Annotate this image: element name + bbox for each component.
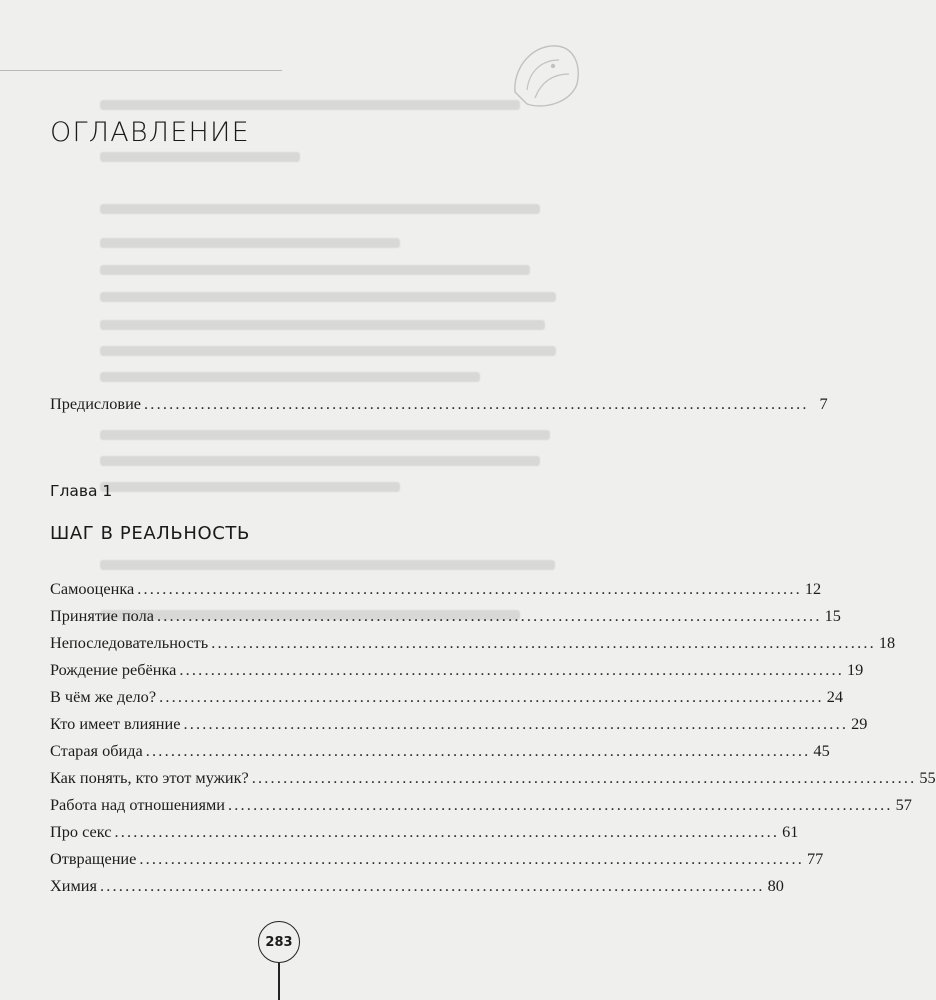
- leader-dots: ..........................................................................................................: [114, 822, 780, 841]
- toc-page-number: 15: [824, 606, 841, 625]
- leader-dots: ..........................................................................................................: [144, 394, 809, 413]
- ornament-icon: [505, 32, 579, 112]
- leader-dots: ..........................................................................................................: [159, 687, 824, 706]
- folio-line: [278, 963, 280, 1000]
- toc-entry[interactable]: [50, 711, 868, 737]
- toc-entry[interactable]: [50, 846, 824, 872]
- toc-entry-label: Предисловие: [50, 394, 142, 413]
- chapter-label: Глава 1: [50, 482, 113, 500]
- toc-entry-label: Старая обида: [50, 741, 143, 760]
- leader-dots: ..........................................................................................................: [145, 741, 811, 760]
- toc-page-number: 77: [807, 849, 824, 868]
- toc-entry-label: Непоследовательность: [50, 633, 209, 652]
- toc-entry[interactable]: [50, 873, 784, 899]
- page-number-badge: [258, 921, 300, 963]
- toc-entry-label: Про секс: [50, 822, 112, 841]
- toc-entry[interactable]: [50, 792, 912, 818]
- toc-page-number: 18: [878, 633, 896, 652]
- toc-entry-label: Химия: [50, 876, 97, 895]
- leader-dots: ..........................................................................................................: [137, 579, 802, 598]
- toc-entry-preface[interactable]: [50, 391, 828, 417]
- toc-page-number: 80: [767, 876, 784, 895]
- toc-entry-label: Как понять, кто этот мужик?: [50, 768, 249, 787]
- toc-entry-label: Кто имеет влияние: [50, 714, 181, 733]
- toc-page-number: 19: [847, 660, 864, 679]
- toc-entry[interactable]: [50, 630, 896, 656]
- toc-entry[interactable]: [50, 738, 830, 764]
- toc-page-number: 7: [819, 394, 828, 413]
- toc-page-number: 55: [919, 768, 936, 787]
- leader-dots: ..........................................................................................................: [99, 876, 765, 895]
- leader-dots: ..........................................................................................................: [139, 849, 804, 868]
- toc-entry[interactable]: [50, 819, 799, 845]
- leader-dots: ..........................................................................................................: [183, 714, 849, 733]
- toc-entry-label: В чём же дело?: [50, 687, 157, 706]
- chapter-title: ШАГ В РЕАЛЬНОСТЬ: [50, 523, 250, 544]
- toc-page-number: 61: [782, 822, 799, 841]
- page-number: 283: [265, 934, 293, 950]
- toc-page-number: 24: [826, 687, 843, 706]
- toc-entry[interactable]: [50, 765, 936, 791]
- toc-entry[interactable]: [50, 657, 864, 683]
- toc-page-number: 29: [851, 714, 868, 733]
- toc-entry-label: Рождение ребёнка: [50, 660, 177, 679]
- leader-dots: ..........................................................................................................: [227, 795, 893, 814]
- leader-dots: ..........................................................................................................: [179, 660, 845, 679]
- toc-entry-label: Отвращение: [50, 849, 137, 868]
- page-title: ОГЛАВЛЕНИЕ: [50, 117, 250, 148]
- toc-entry-label: Принятие пола: [50, 606, 154, 625]
- toc-entry-label: Работа над отношениями: [50, 795, 225, 814]
- leader-dots: ..........................................................................................................: [211, 633, 876, 652]
- toc-page-number: 12: [804, 579, 822, 598]
- toc-entry[interactable]: [50, 684, 843, 710]
- leader-dots: ..........................................................................................................: [251, 768, 917, 787]
- toc-page-number: 57: [895, 795, 912, 814]
- toc-entry-label: Самооценка: [50, 579, 135, 598]
- toc-entry[interactable]: [50, 603, 841, 629]
- header-rule: [0, 70, 282, 71]
- leader-dots: ..........................................................................................................: [156, 606, 822, 625]
- toc-page-number: 45: [813, 741, 830, 760]
- toc-entry[interactable]: [50, 576, 822, 602]
